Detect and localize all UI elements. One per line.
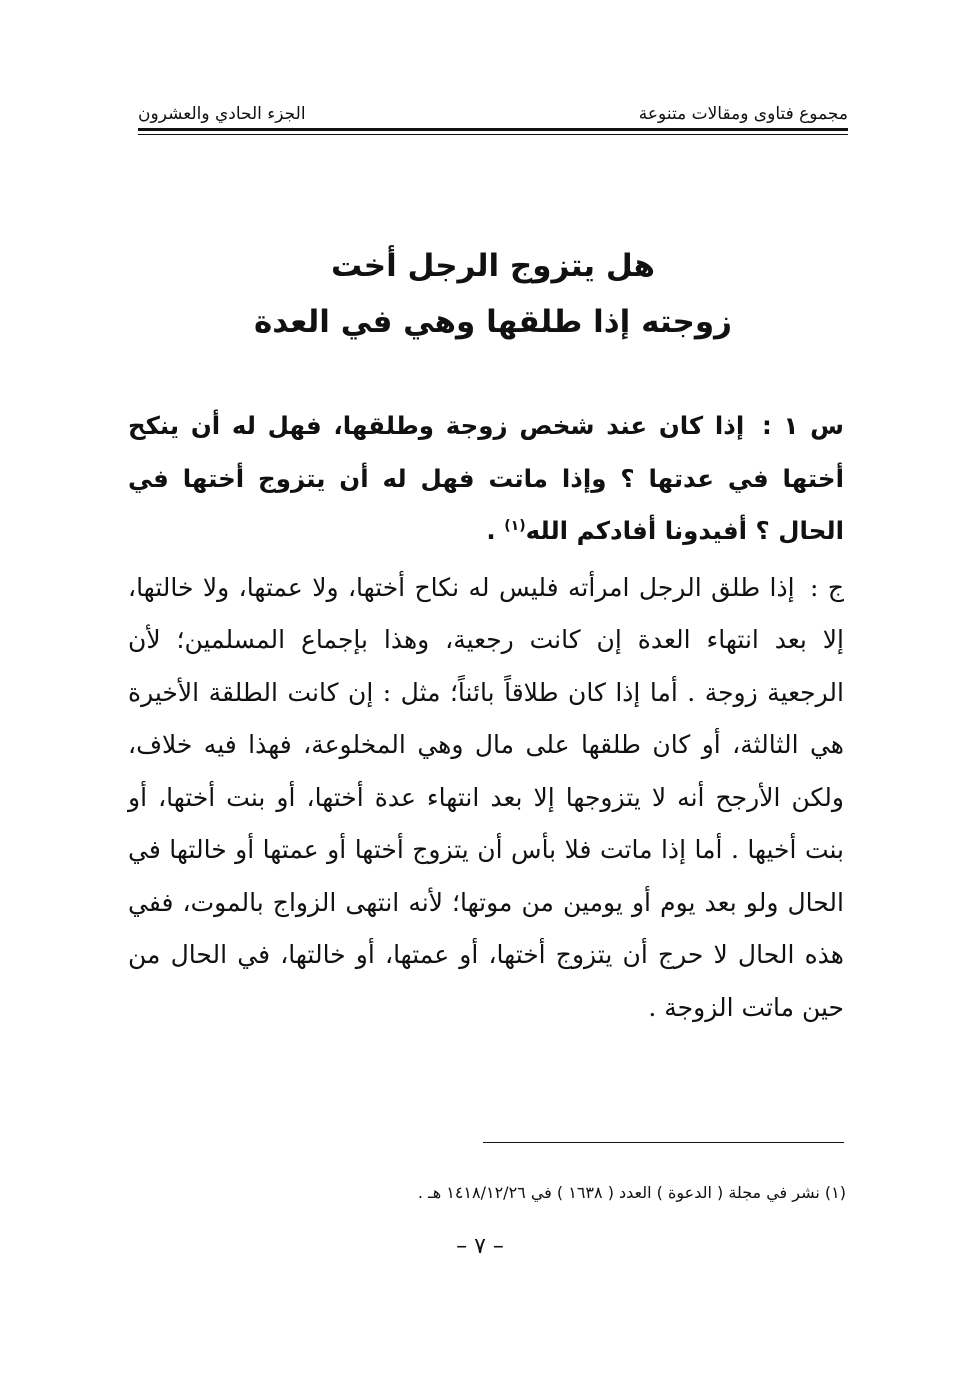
title-line-1: هل يتزوج الرجل أخت [330,248,656,284]
footnote-reference: (١) [504,517,526,534]
fatwa-title [138,238,848,350]
answer-text: إذا طلق الرجل امرأته فليس له نكاح أختها، ولا عمتها، ولا خالتها، إلا بعد انتهاء العدة إن كانت رجعية، وهذا بإجماع المسلمين؛ لأن الرجعية زوجة . أما إذا كان طلاقاً بائناً؛ مثل : إن كانت الطلقة الأخيرة هي الثالثة، أو كان طلقها على مال وهي المخلوعة، فهذا فيه خلاف، ولكن الأرجح أنه لا يتزوجها إلا بعد انتهاء عدة أختها، أو بنت أختها، أو بنت أخيها . أما إذا ماتت فلا بأس أن يتزوج أختها أو عمتها أو خالتها في الحال ولو بعد يوم أو يومين من موتها؛ لأنه انتهى الزواج بالموت، ففي هذه الحال لا حرج أن يتزوج أختها، أو عمتها، أو خالتها، في الحال من حين ماتت الزوجة . [128,572,844,1022]
question-paragraph [128,400,844,558]
question-prefix: س ١ : [761,411,844,440]
running-header [138,88,848,124]
question-text: إذا كان عند شخص زوجة وطلقها، فهل له أن ينكح أختها في عدتها ؟ وإذا ماتت فهل له أن يتزوج أختها في الحال ؟ أفيدونا أفادكم الله [128,411,844,545]
question-end: . [486,516,496,545]
answer-paragraph [128,562,844,1035]
header-rule-thin [138,134,848,135]
footnote [150,1180,846,1206]
header-rule-thick [138,128,848,131]
title-line-2: زوجته إذا طلقها وهي في العدة [253,304,733,340]
header-book-title: مجموع فتاوى ومقالات متنوعة [638,104,848,124]
footnote-text: نشر في مجلة ( الدعوة ) العدد ( ١٦٣٨ ) في ١٤١٨/١٢/٢٦ هـ . [417,1183,820,1202]
body-text [128,400,844,1034]
answer-prefix: ج : [810,572,844,602]
footnote-marker: (١) [824,1183,846,1202]
page-number: – ٧ – [456,1234,504,1259]
header-volume: الجزء الحادي والعشرون [138,104,306,124]
footnote-separator [483,1142,844,1143]
